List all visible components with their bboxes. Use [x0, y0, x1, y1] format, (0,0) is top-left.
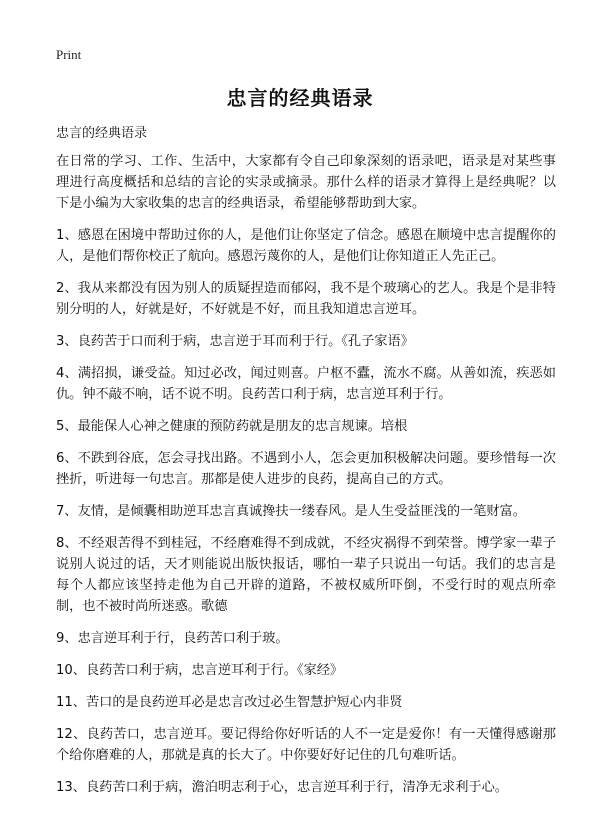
- article-subtitle: 忠言的经典语录: [56, 126, 148, 141]
- quote-item-6: 6、不跌到谷底，怎会寻找出路。不遇到小人，怎会更加积极解决问题。要珍惜每一次挫折，听进每一句忠言。那都是使人进步的良药，提高自己的方式。: [56, 451, 556, 487]
- quote-item-11: 11、苦口的是良药逆耳必是忠言改过必生智慧护短心内非贤: [56, 695, 403, 710]
- quote-item-1: 1、感恩在困境中帮助过你的人，是他们让你坚定了信念。感恩在顺境中忠言提醒你的人，是他们帮你校正了航向。感恩污蔑你的人，是他们让你知道正人先正己。: [56, 228, 556, 264]
- quote-item-12: 12、良药苦口，忠言逆耳。要记得给你好听话的人不一定是爱你！有一天懂得感谢那个给你磨难的人，那就是真的长大了。中你要好好记住的几句难听话。: [56, 727, 556, 763]
- quote-item-7: 7、友情，是倾囊相助逆耳忠言真诚搀扶一缕春风。是人生受益匪浅的一笔财富。: [56, 504, 526, 519]
- quote-item-8: 8、不经艰苦得不到桂冠，不经磨难得不到成就，不经灾祸得不到荣誉。博学家一辈子说别人说过的话，天才则能说出版快报话，哪怕一辈子只说出一句话。我们的忠言是每个人都应该坚持走他为自己开辟的道路，不被权威所吓倒，不受行时的观点所牵制，也不被时尚所迷惑。歌德: [56, 536, 556, 614]
- quote-item-10: 10、良药苦口利于病，忠言逆耳利于行。《家经》: [56, 663, 344, 678]
- print-link[interactable]: Print: [56, 47, 82, 62]
- article-body: [56, 151, 556, 809]
- quote-item-2: 2、我从来都没有因为别人的质疑捏造而郁闷，我不是个玻璃心的艺人。我是个是非特别分明的人，好就是好，不好就是不好，而且我知道忠言逆耳。: [56, 281, 556, 317]
- quote-item-5: 5、最能保人心神之健康的预防药就是朋友的忠言规谏。培根: [56, 419, 408, 434]
- intro-paragraph: 在日常的学习、工作、生活中，大家都有令自己印象深刻的语录吧，语录是对某些事理进行高度概括和总结的言论的实录或摘录。那什么样的语录才算得上是经典呢？以下是小编为大家收集的忠言的经典语录，希望能够帮助到大家。: [56, 154, 556, 211]
- quote-item-9: 9、忠言逆耳利于行，良药苦口利于玻。: [56, 631, 289, 646]
- quote-item-13: 13、良药苦口利于病，澹泊明志利于心，忠言逆耳利于行，清净无求利于心。: [56, 780, 508, 795]
- quote-item-3: 3、良药苦于口而利于病，忠言逆于耳而利于行。《孔子家语》: [56, 334, 414, 349]
- quote-item-4: 4、满招损，谦受益。知过必改，闻过则喜。户枢不蠹，流水不腐。从善如流，疾恶如仇。钟不敲不响，话不说不明。良药苦口利于病，忠言逆耳利于行。: [56, 366, 556, 402]
- article-title: 忠言的经典语录: [226, 86, 374, 110]
